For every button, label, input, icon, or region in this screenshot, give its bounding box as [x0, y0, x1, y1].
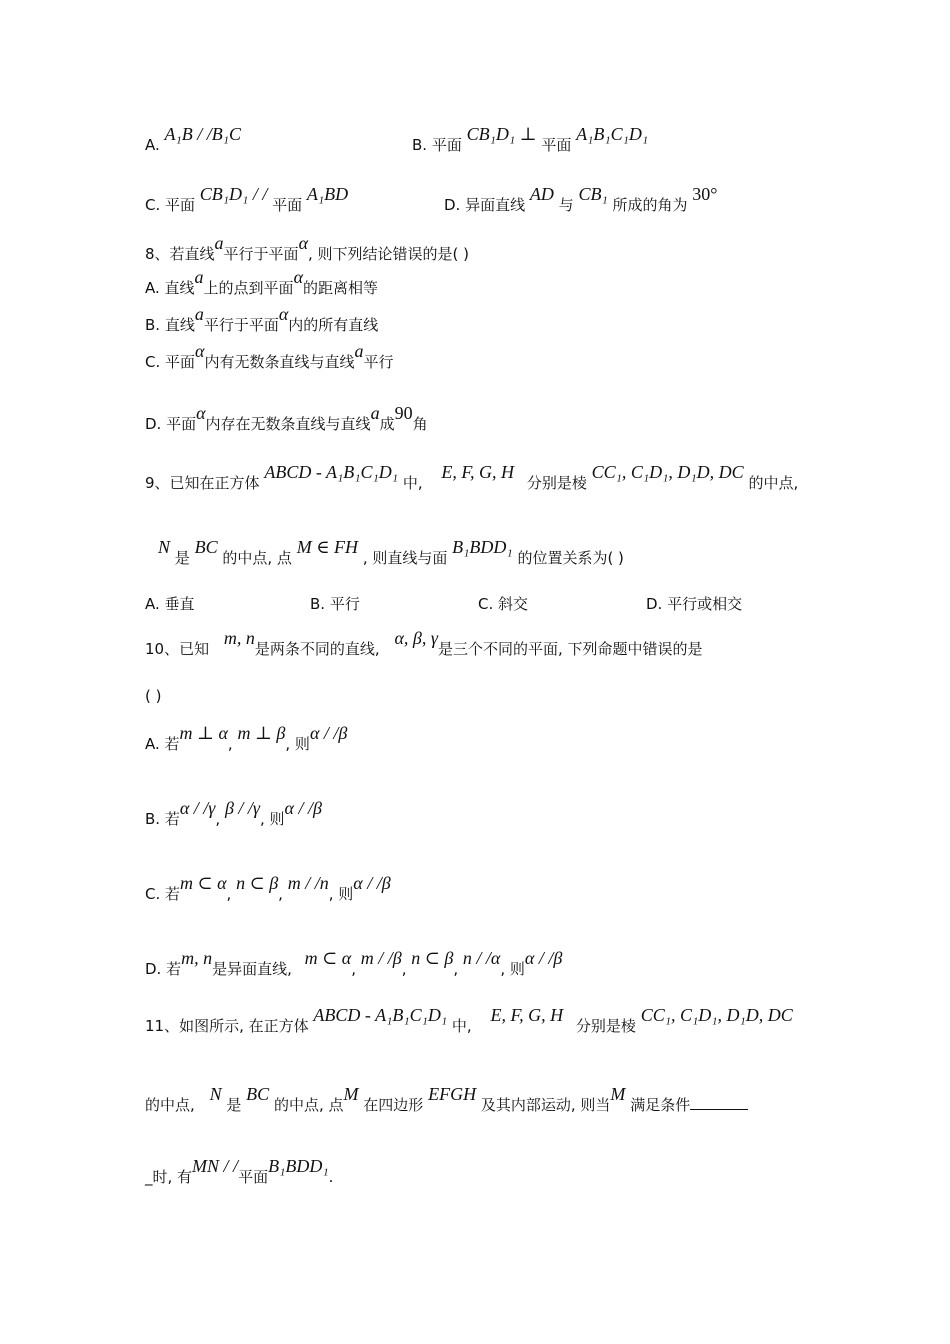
q9-fenbie: 分别是棱	[526, 474, 587, 492]
q7-c-mid: 平面	[272, 196, 303, 214]
q10-a-m1: m ⊥ α	[179, 723, 228, 743]
q8-a1: A. 直线	[145, 279, 195, 297]
q9-plane: B₁BDD₁	[452, 537, 513, 557]
q10-c-label: C. 若	[145, 885, 181, 903]
q10-b-m3: α / /β	[284, 798, 322, 818]
q10-d-m6: α / /β	[524, 948, 563, 968]
q10-d-m4: n ⊂ β	[411, 948, 454, 968]
q8-stem-c: , 则下列结论错误的是( )	[308, 245, 470, 263]
q11-cube: ABCD - A₁B₁C₁D₁	[313, 1005, 448, 1025]
q11-plane: B₁BDD₁	[268, 1156, 329, 1176]
q10-c-then: , 则	[328, 885, 354, 903]
q10-stem1: 10、已知	[145, 640, 210, 658]
q11-l3a: _时, 有	[145, 1168, 193, 1186]
q8-d-num: 90	[394, 403, 413, 423]
q7-b-mid: 平面	[541, 136, 572, 154]
q8-c2: 内有无数条直线与直线	[204, 353, 355, 371]
q9-l2a: 是	[174, 549, 190, 567]
q10-stem2: 是两条不同的直线,	[254, 640, 380, 658]
q9-points: E, F, G, H	[441, 462, 515, 482]
q11-mn: MN / /	[192, 1156, 239, 1176]
q8-d2: 内存在无数条直线与直线	[205, 415, 371, 433]
q9-option-d: D. 平行或相交	[646, 595, 743, 613]
q11-l2f: 满足条件	[630, 1096, 691, 1114]
q11-bc: BC	[246, 1084, 270, 1104]
q11-fenbie: 分别是棱	[575, 1017, 636, 1035]
q10-c-m3: m / /n	[287, 873, 329, 893]
q10-d-comma2: ,	[401, 960, 407, 978]
q10-d-txt: 是异面直线,	[212, 960, 292, 978]
q7-d-mid: 与	[558, 196, 574, 214]
q7-c-label: C. 平面	[145, 196, 196, 214]
q11-l2a: 的中点,	[145, 1096, 195, 1114]
q11-l3c: .	[328, 1168, 334, 1186]
q8-a-alpha: α	[293, 267, 304, 287]
q8-d-var: a	[370, 403, 380, 423]
q11-l2e: 及其内部运动, 则当	[480, 1096, 611, 1114]
q8-d-alpha: α	[196, 403, 206, 423]
q7-a-label: A.	[145, 136, 160, 154]
q8-b-var: a	[194, 304, 204, 324]
q8-a-var: a	[194, 267, 204, 287]
q7-a-math: A₁B / /B₁C	[164, 124, 242, 144]
q11-stem-line1	[145, 1005, 793, 1036]
q10-d-m5: n / /α	[462, 948, 501, 968]
q11-m: M	[343, 1084, 359, 1104]
q10-a-then: , 则	[285, 735, 310, 753]
q11-n: N	[209, 1084, 222, 1104]
q8-b2: 平行于平面	[203, 316, 279, 334]
q8-b1: B. 直线	[145, 316, 195, 334]
q8-option-d	[145, 403, 428, 434]
q10-c-comma2: ,	[278, 885, 283, 903]
q10-a-m3: α / /β	[309, 723, 348, 743]
q7-d-label: D. 异面直线	[444, 196, 526, 214]
q10-a-m2: m ⊥ β	[237, 723, 286, 743]
q10-stem3: 是三个不同的平面, 下列命题中错误的是	[437, 640, 703, 658]
q11-answer-blank[interactable]	[690, 1097, 748, 1110]
q8-c1: C. 平面	[145, 353, 196, 371]
q11-efgh: EFGH	[428, 1084, 477, 1104]
q7-d-tail: 所成的角为	[612, 196, 688, 214]
q10-mn: m, n	[223, 628, 255, 648]
q9-cube: ABCD - A₁B₁C₁D₁	[264, 462, 399, 482]
q7-d-math3: 30°	[692, 184, 718, 204]
q10-d-m3: m / /β	[360, 948, 402, 968]
q11-l3b: 平面	[238, 1168, 269, 1186]
q7-b-label: B. 平面	[412, 136, 462, 154]
q8-option-c	[145, 341, 394, 372]
q10-b-label: B. 若	[145, 810, 180, 828]
q9-stem-line2	[158, 537, 624, 568]
q9-zhong: 中,	[402, 474, 423, 492]
q10-a-comma: ,	[227, 735, 233, 753]
q11-zhong: 中,	[451, 1017, 472, 1035]
q7-option-c	[145, 184, 349, 215]
q7-c-math1: CB₁D₁ / /	[199, 184, 268, 204]
q10-option-b	[145, 798, 322, 829]
q10-d-comma1: ,	[351, 960, 356, 978]
q9-l2c: , 则直线与面	[362, 549, 448, 567]
q8-stem-b: 平行于平面	[223, 245, 299, 263]
q8-c-alpha: α	[195, 341, 205, 361]
q11-edges: CC₁, C₁D₁, D₁D, DC	[640, 1005, 793, 1025]
q8-c3: 平行	[363, 353, 394, 371]
q11-stem-line3	[145, 1156, 334, 1187]
q10-paren: ( )	[145, 687, 162, 705]
q9-l2b: 的中点, 点	[222, 549, 292, 567]
q10-c-m1: m ⊂ α	[180, 873, 227, 893]
q9-bc: BC	[194, 537, 218, 557]
q11-l2c: 的中点, 点	[273, 1096, 344, 1114]
q9-midpoint: 的中点,	[748, 474, 799, 492]
q7-c-math2: A₁BD	[306, 184, 349, 204]
q9-m: M ∈ FH	[296, 537, 359, 557]
q11-stem1: 11、如图所示, 在正方体	[145, 1017, 309, 1035]
q11-l2d: 在四边形	[363, 1096, 424, 1114]
q8-stem	[145, 233, 470, 264]
q10-c-m2: n ⊂ β	[236, 873, 279, 893]
q7-option-a	[145, 124, 242, 155]
q10-b-comma: ,	[215, 810, 221, 828]
q10-c-comma1: ,	[226, 885, 232, 903]
q10-d-m1: m, n	[181, 948, 213, 968]
q10-option-d	[145, 948, 563, 979]
q7-d-math1: AD	[529, 184, 554, 204]
q8-stem-a: 8、若直线	[145, 245, 215, 263]
q7-b-math1: CB₁D₁ ⊥	[466, 124, 537, 144]
q8-d1: D. 平面	[145, 415, 197, 433]
q8-d3: 成	[379, 415, 395, 433]
q9-option-a: A. 垂直	[145, 595, 195, 613]
q9-stem1: 9、已知在正方体	[145, 474, 260, 492]
q10-d-m2: m ⊂ α	[304, 948, 352, 968]
q8-b-alpha: α	[278, 304, 289, 324]
q10-b-m2: β / /γ	[224, 798, 260, 818]
q9-option-b: B. 平行	[310, 595, 360, 613]
q10-option-c	[145, 873, 391, 904]
q10-option-a	[145, 723, 348, 754]
q9-stem-line1	[145, 462, 799, 493]
q10-b-then: , 则	[260, 810, 285, 828]
q8-option-b	[145, 304, 379, 335]
q11-stem-line2	[145, 1084, 748, 1115]
q7-option-d	[444, 184, 718, 215]
q10-abg: α, β, γ	[394, 628, 438, 648]
q8-var-alpha: α	[298, 233, 309, 253]
q9-option-c: C. 斜交	[478, 595, 529, 613]
q8-option-a	[145, 267, 379, 298]
q8-var-a: a	[214, 233, 224, 253]
q7-b-math2: A₁B₁C₁D₁	[576, 124, 649, 144]
q8-a2: 上的点到平面	[203, 279, 294, 297]
q8-a3: 的距离相等	[303, 279, 379, 297]
q9-n: N	[158, 537, 171, 557]
q11-l2b: 是	[226, 1096, 242, 1114]
q8-d4: 角	[412, 415, 428, 433]
q9-edges: CC₁, C₁D₁, D₁D, DC	[591, 462, 744, 482]
q10-c-m4: α / /β	[353, 873, 391, 893]
q10-b-m1: α / /γ	[179, 798, 216, 818]
q10-d-then: , 则	[500, 960, 525, 978]
q10-a-label: A. 若	[145, 735, 180, 753]
q10-d-label: D. 若	[145, 960, 182, 978]
q11-m2: M	[610, 1084, 626, 1104]
q10-d-comma3: ,	[453, 960, 459, 978]
q10-stem	[145, 628, 703, 659]
q8-c-var: a	[354, 341, 364, 361]
q11-points: E, F, G, H	[490, 1005, 564, 1025]
q8-b3: 内的所有直线	[288, 316, 379, 334]
q7-option-b	[412, 124, 649, 155]
q7-d-math2: CB₁	[578, 184, 608, 204]
q9-l2d: 的位置关系为( )	[517, 549, 624, 567]
